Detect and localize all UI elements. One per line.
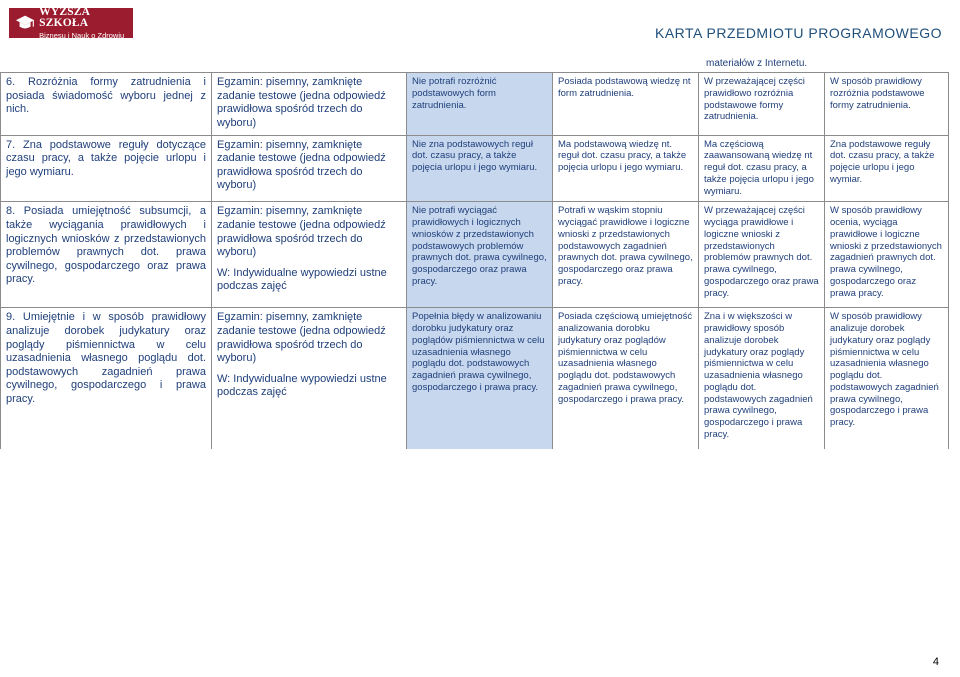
mortarboard-icon <box>15 12 35 34</box>
grade-3-cell: Posiada podstawową wiedzę nt form zatrudnienia. <box>553 73 699 136</box>
verification-method-cell <box>212 73 407 136</box>
grade-5-cell: W sposób prawidłowy ocenia, wyciąga prawidłowe i logiczne wnioski z przedstawionych zagadnień prawnych dot. prawa cywilnego, gospodarczego oraz prawa pracy. <box>825 202 949 308</box>
grade-2-cell: Nie potrafi rozróżnić podstawowych form zatrudnienia. <box>407 73 553 136</box>
grade-4-cell: W przeważającej części wyciąga prawidłowe i logiczne wnioski z przedstawionych problemów prawnych dot. prawa cywilnego, gospodarczego oraz prawa pracy. <box>699 202 825 308</box>
table-row <box>1 308 949 450</box>
page-number: 4 <box>932 656 939 668</box>
university-logo <box>9 5 133 40</box>
oral-method-text: W: Indywidualne wypowiedzi ustne podczas zajęć <box>217 372 387 399</box>
grade-4-cell: W przeważającej części prawidłowo rozróżnia podstawowe formy zatrudnienia. <box>699 73 825 136</box>
learning-outcome-cell: 6. Rozróżnia formy zatrudnienia i posiada świadomość wyboru jednej z nich. <box>1 73 212 136</box>
learning-outcome-cell: 7. Zna podstawowe reguły dotyczące czasu pracy, a także pojęcie urlopu i jego wymiaru. <box>1 135 212 202</box>
grade-3-cell: Potrafi w wąskim stopniu wyciągać prawidłowe i logiczne wnioski z przedstawionych podstawowych zagadnień prawnych dot. prawa cywilnego, gospodarczego oraz prawa pracy. <box>553 202 699 308</box>
grade-5-cell: W sposób prawidłowy rozróżnia podstawowe formy zatrudnienia. <box>825 73 949 136</box>
table-row <box>1 73 949 136</box>
grade-2-cell: Nie zna podstawowych reguł dot. czasu pracy, a także pojęcia urlopu i jego wymiaru. <box>407 135 553 202</box>
table-row <box>1 202 949 308</box>
method-text: Egzamin: pisemny, zamknięte zadanie testowe (jedna odpowiedź prawidłowa spośród trzech do wyboru) <box>217 311 386 365</box>
grade-5-cell: W sposób prawidłowy analizuje dorobek judykatury oraz poglądy piśmiennictwa w celu uzasadnienia własnego poglądu dot. podstawowych zagadnień prawa cywilnego, gospodarczego i prawa pracy. <box>825 308 949 450</box>
method-text: Egzamin: pisemny, zamknięte zadanie testowe (jedna odpowiedź prawidłowa spośród trzech do wyboru) <box>217 205 386 259</box>
method-text: Egzamin: pisemny, zamknięte zadanie testowe (jedna odpowiedź prawidłowa spośród trzech do wyboru) <box>217 76 386 129</box>
logo-name-line1: WYŻSZA SZKOŁA <box>39 5 90 30</box>
learning-outcome-cell: 8. Posiada umiejętność subsumcji, a także wyciągania prawidłowych i logicznych wniosków z przedstawionych problemów prawnych dot. prawa cywilnego, gospodarczego oraz prawa pracy. <box>1 202 212 308</box>
grade-2-cell: Nie potrafi wyciągać prawidłowych i logicznych wniosków z przedstawionych podstawowych problemów prawnych dot. prawa cywilnego, gospodarczego oraz prawa pracy. <box>407 202 553 308</box>
learning-outcome-cell: 9. Umiejętnie i w sposób prawidłowy analizuje dorobek judykatury oraz poglądy piśmiennictwa w celu uzasadnienia własnego poglądu dot. podstawowych zagadnień prawa cywilnego, gospodarczego i prawa pracy. <box>1 308 212 450</box>
verification-method-cell <box>212 135 407 202</box>
grade-4-cell: Zna i w większości w prawidłowy sposób analizuje dorobek judykatury oraz poglądy piśmiennictwa w celu uzasadnienia własnego poglądu dot. podstawowych zagadnień prawa cywilnego, gospodarczego i prawa pracy. <box>699 308 825 450</box>
grade-3-cell: Posiada częściową umiejętność analizowania dorobku judykatury oraz poglądów piśmiennictwa w celu uzasadnienia własnego poglądu dot. podstawowych zagadnień prawa cywilnego, gospodarczego i prawa pracy. <box>553 308 699 450</box>
method-text: Egzamin: pisemny, zamknięte zadanie testowe (jedna odpowiedź prawidłowa spośród trzech do wyboru) <box>217 138 386 192</box>
verification-method-cell <box>212 308 407 450</box>
continued-text: materiałów z Internetu. <box>706 58 808 69</box>
table-row <box>1 135 949 202</box>
logo-name-line2: Biznesu i Nauk o Zdrowiu <box>39 30 125 40</box>
grade-3-cell: Ma podstawową wiedzę nt. reguł dot. czasu pracy, a także pojęcia urlopu i jego wymiaru. <box>553 135 699 202</box>
grade-4-cell: Ma częściową zaawansowaną wiedzę nt reguł dot. czasu pracy, a także pojęcia urlopu i jego wymiaru. <box>699 135 825 202</box>
evaluation-criteria-table <box>0 72 949 449</box>
verification-method-cell <box>212 202 407 308</box>
oral-method-text: W: Indywidualne wypowiedzi ustne podczas zajęć <box>217 266 387 293</box>
grade-5-cell: Zna podstawowe reguły dot. czasu pracy, a także pojęcie urlopu i jego wymiar. <box>825 135 949 202</box>
grade-2-cell: Popełnia błędy w analizowaniu dorobku judykatury oraz poglądów piśmiennictwa w celu uzasadnienia własnego poglądu dot. podstawowych zagadnień prawa cywilnego, gospodarczego i prawa pracy. <box>407 308 553 450</box>
document-title: KARTA PRZEDMIOTU PROGRAMOWEGO <box>654 25 942 41</box>
